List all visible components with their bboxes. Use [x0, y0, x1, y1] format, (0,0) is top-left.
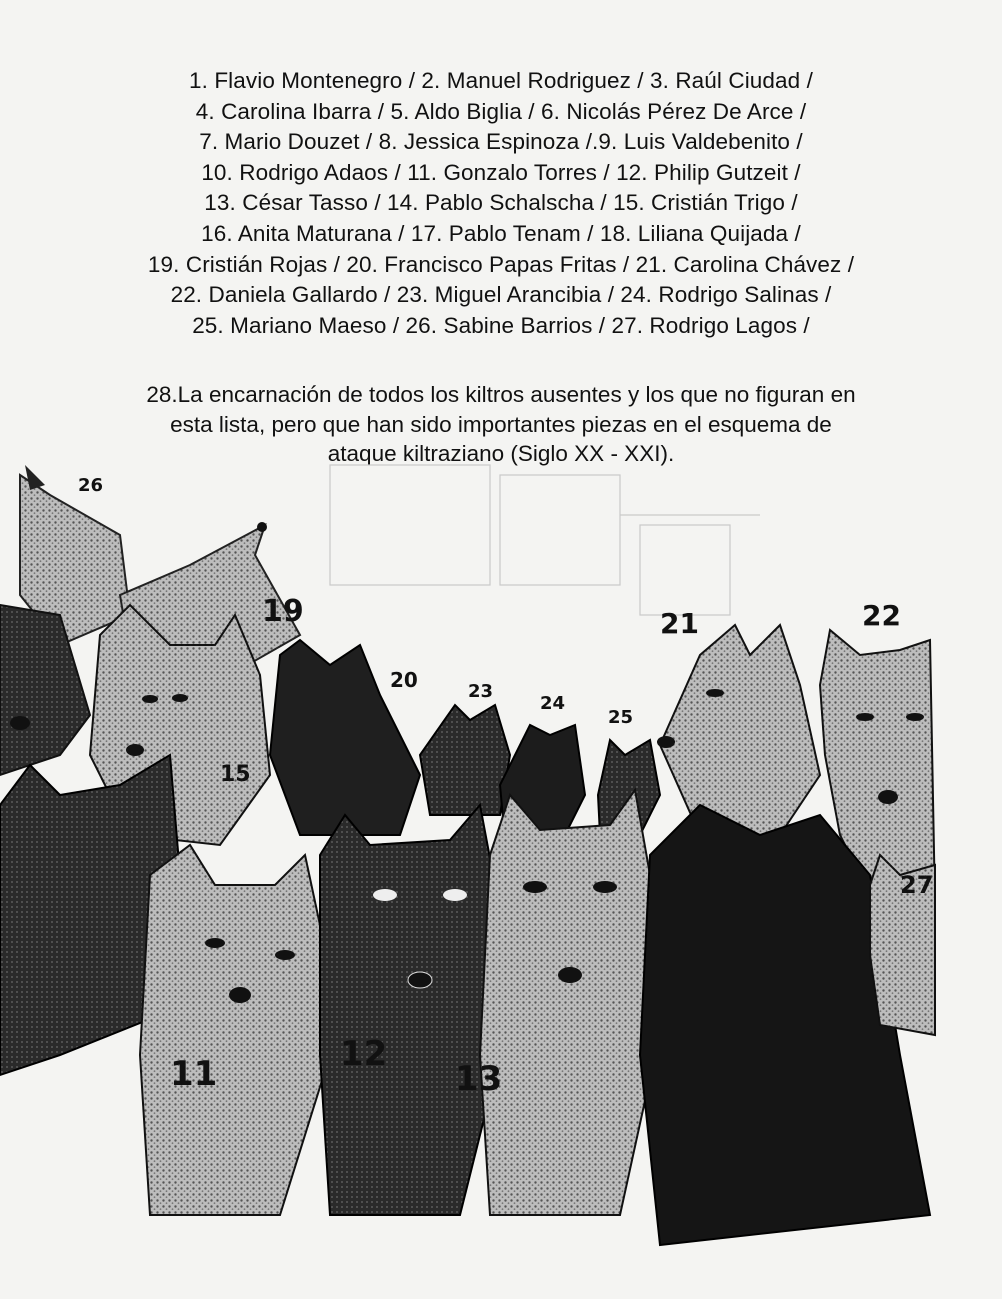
- credits-line: 7. Mario Douzet / 8. Jessica Espinoza /.9. Luis Valdebenito /: [199, 129, 803, 155]
- credits-list: [40, 66, 962, 341]
- credits-line: 10. Rodrigo Adaos / 11. Gonzalo Torres / 12. Philip Gutzeit /: [201, 159, 801, 185]
- dedication-line: esta lista, pero que han sido importantes piezas en el esquema de: [170, 411, 832, 437]
- wolf-number-label: 26: [78, 475, 104, 496]
- wolf-pack-illustration: [0, 455, 940, 1255]
- wolf-23: [420, 705, 510, 815]
- wolf-number-label: 19: [262, 594, 304, 629]
- wolf-number-label: 11: [170, 1054, 218, 1094]
- wolf-number-label: 12: [340, 1034, 388, 1074]
- dedication-line: 28.La encarnación de todos los kiltros ausentes y los que no figuran en: [146, 382, 856, 407]
- wolf-13: [480, 790, 655, 1215]
- wolf-number-label: 15: [220, 762, 251, 787]
- wolf-number-label: 20: [390, 668, 418, 692]
- credits-line: 16. Anita Maturana / 17. Pablo Tenam / 18. Liliana Quijada /: [201, 220, 801, 246]
- wolf-number-label: 23: [468, 681, 494, 702]
- credits-line: 4. Carolina Ibarra / 5. Aldo Biglia / 6. Nicolás Pérez De Arce /: [195, 98, 807, 124]
- credits-line: 19. Cristián Rojas / 20. Francisco Papas Fritas / 21. Carolina Chávez /: [147, 251, 855, 277]
- wolf-number-label: 25: [608, 707, 634, 728]
- wolf-number-label: 27: [900, 871, 934, 899]
- background-sketch: [330, 465, 760, 615]
- wolf-number-label: 13: [455, 1059, 503, 1099]
- wolf-number-label: 22: [862, 599, 901, 632]
- dedication-line: ataque kiltraziano (Siglo XX - XXI).: [327, 441, 675, 466]
- credits-line: 13. César Tasso / 14. Pablo Schalscha / 15. Cristián Trigo /: [204, 190, 798, 216]
- credits-line: 1. Flavio Montenegro / 2. Manuel Rodriguez / 3. Raúl Ciudad /: [189, 68, 813, 93]
- wolf-21: [657, 625, 820, 835]
- wolf-12: [320, 805, 503, 1215]
- credits-line: 22. Daniela Gallardo / 23. Miguel Arancibia / 24. Rodrigo Salinas /: [170, 282, 832, 308]
- wolf-11: [140, 845, 330, 1215]
- wolf-number-label: 21: [660, 607, 699, 640]
- credits-line: 25. Mariano Maeso / 26. Sabine Barrios / 27. Rodrigo Lagos /: [192, 312, 810, 338]
- wolf-number-label: 24: [540, 693, 566, 714]
